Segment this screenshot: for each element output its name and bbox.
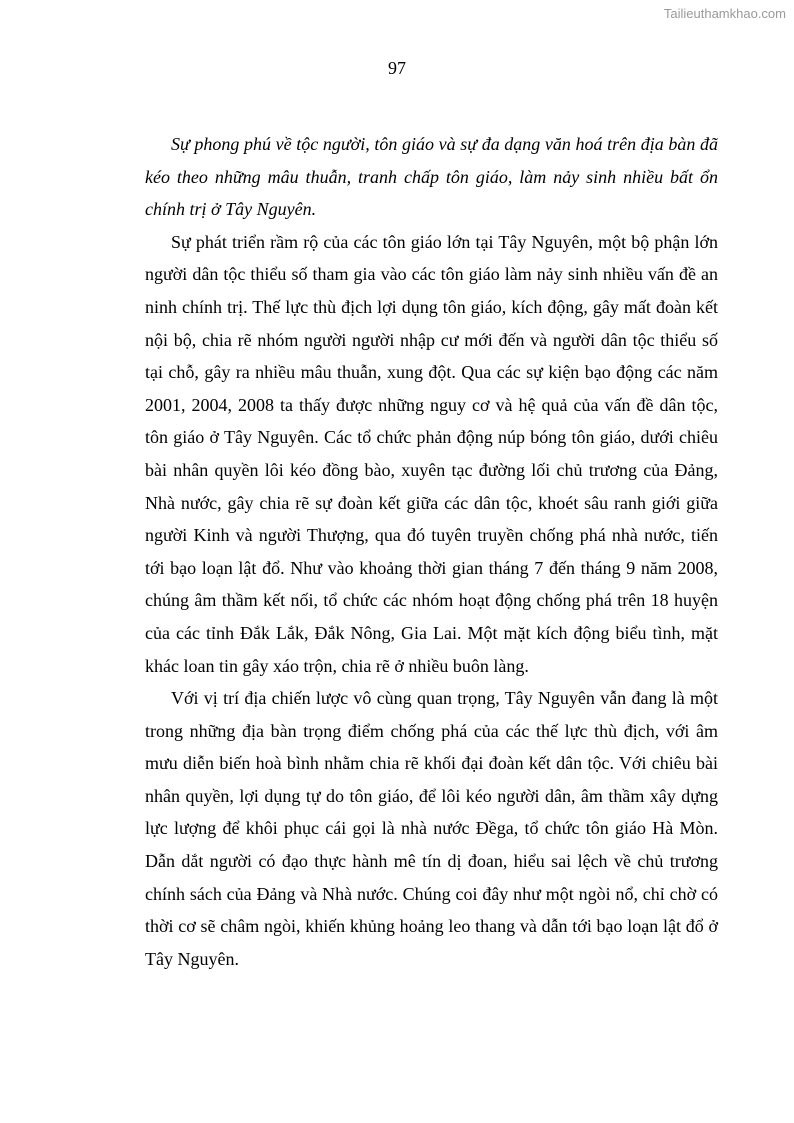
paragraph-religious-development: Sự phát triển rầm rộ của các tôn giáo lớn tại Tây Nguyên, một bộ phận lớn người dân tộc thiểu số tham gia vào các tôn giáo làm nảy sinh nhiều vấn đề an ninh chính trị. Thế lực thù địch lợi dụng tôn giáo, kích động, gây mất đoàn kết nội bộ, chia rẽ nhóm người người nhập cư mới đến và người dân tộc thiểu số tại chỗ, gây ra nhiều mâu thuẫn, xung đột. Qua các sự kiện bạo động các năm 2001, 2004, 2008 ta thấy được những nguy cơ và hệ quả của vấn đề dân tộc, tôn giáo ở Tây Nguyên. Các tổ chức phản động núp bóng tôn giáo, dưới chiêu bài nhân quyền lôi kéo đồng bào, xuyên tạc đường lối chủ trương của Đảng, Nhà nước, gây chia rẽ sự đoàn kết giữa các dân tộc, khoét sâu ranh giới giữa người Kinh và người Thượng, qua đó tuyên truyền chống phá nhà nước, tiến tới bạo loạn lật đổ. Như vào khoảng thời gian tháng 7 đến tháng 9 năm 2008, chúng âm thầm kết nối, tổ chức các nhóm hoạt động chống phá trên 18 huyện của các tỉnh Đắk Lắk, Đắk Nông, Gia Lai. Một mặt kích động biểu tình, mặt khác loan tin gây xáo trộn, chia rẽ ở nhiều buôn làng. [145, 231, 718, 676]
page-number: 97 [388, 58, 406, 78]
document-body [145, 128, 718, 975]
watermark-text: Tailieuthamkhao.com [663, 6, 786, 21]
paragraph-strategic-position: Với vị trí địa chiến lược vô cùng quan trọng, Tây Nguyên vẫn đang là một trong những địa bàn trọng điểm chống phá của các thế lực thù địch, với âm mưu diễn biến hoà bình nhằm chia rẽ khối đại đoàn kết dân tộc. Với chiêu bài nhân quyền, lợi dụng tự do tôn giáo, để lôi kéo người dân, âm thầm xây dựng lực lượng để khôi phục cái gọi là nhà nước Đềga, tổ chức tôn giáo Hà Mòn. Dẫn dắt người có đạo thực hành mê tín dị đoan, hiểu sai lệch về chủ trương chính sách của Đảng và Nhà nước. Chúng coi đây như một ngòi nổ, chỉ chờ có thời cơ sẽ châm ngòi, khiến khủng hoảng leo thang và dẫn tới bạo loạn lật đổ ở Tây Nguyên. [145, 688, 718, 969]
paragraph-intro-italic: Sự phong phú về tộc người, tôn giáo và sự đa dạng văn hoá trên địa bàn đã kéo theo những mâu thuẫn, tranh chấp tôn giáo, làm nảy sinh nhiều bất ổn chính trị ở Tây Nguyên. [145, 134, 718, 220]
